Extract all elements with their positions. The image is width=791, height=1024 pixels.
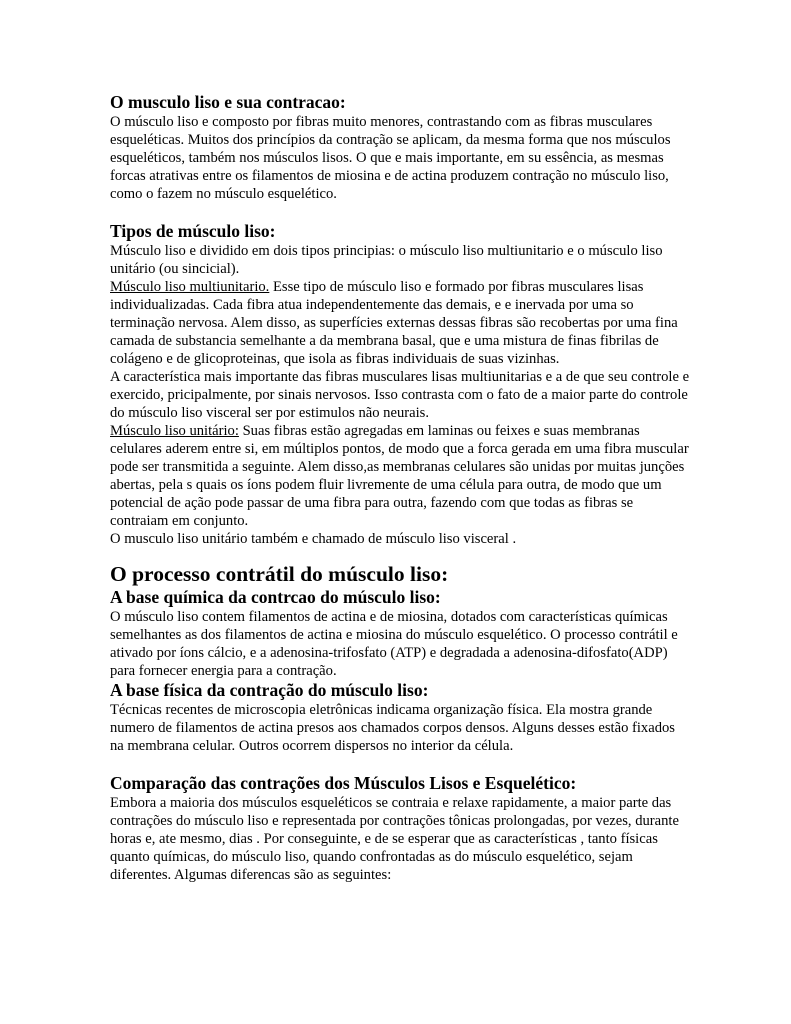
- subsection-title-chemical-basis: A base química da contrcao do músculo liso:: [110, 587, 441, 607]
- section-title-smooth-muscle-contraction: O musculo liso e sua contracao:: [110, 92, 346, 112]
- paragraph-physical-basis: Técnicas recentes de microscopia eletrônicas indicama organização física. Ela mostra grande numero de filamentos de actina presos aos chamados corpos densos. Alguns desses estão fixados na membrana celular. Outros ocorrem dispersos no interior da célula.: [110, 702, 675, 754]
- paragraph-chemical-basis: O músculo liso contem filamentos de actina e de miosina, dotados com características químicas semelhantes as dos filamentos de actina e miosina do músculo esquelético. O processo contrátil e ativado por íons cálcio, e a adenosina-trifosfato (ATP) e degradada a adenosina-difosfato(ADP) para fornecer energia para a contração.: [110, 609, 678, 679]
- multiunit-text: Esse tipo de músculo liso e formado por fibras musculares lisas individualizadas. Cada fibra atua independentemente das demais, e e inervada por uma so terminação nervosa. Alem disso, as superfícies externas dessas fibras são recobertas por uma fina camada de substancia semelhante a da membrana basal, que e uma mistura de finas fibrilas de colágeno e de glicoproteinas, que isola as fibras individuais de suas vizinhas.: [110, 279, 678, 367]
- subsection-title-physical-basis: A base física da contração do músculo liso:: [110, 680, 429, 700]
- unitary-text: Suas fibras estão agregadas em laminas ou feixes e suas membranas celulares aderem entre si, em múltiplos pontos, de modo que a forca gerada em uma fibra muscular pode ser transmitida a seguinte. Alem disso,as membranas celulares são unidas por muitas junções abertas, pela s quais os íons podem fluir livremente de uma célula para outra, de modo que um potencial de ação pode passar de uma fibra para outra, fazendo com que todas as fibras se contraiam em conjunto.: [110, 423, 689, 529]
- paragraph-multiunit: [110, 278, 690, 368]
- section-title-comparison: Comparação das contrações dos Músculos Lisos e Esquelético:: [110, 773, 577, 793]
- paragraph-unitary: [110, 422, 690, 530]
- multiunit-label: Músculo liso multiunitario.: [110, 279, 270, 295]
- paragraph-types-intro: Músculo liso e dividido em dois tipos principias: o músculo liso multiunitario e o músculo liso unitário (ou sincicial).: [110, 243, 663, 277]
- section-title-types: Tipos de músculo liso:: [110, 221, 276, 241]
- section-title-contractile-process: O processo contrátil do músculo liso:: [110, 562, 449, 586]
- document-page: [110, 92, 690, 884]
- paragraph-smooth-muscle-intro: O músculo liso e composto por fibras muito menores, contrastando com as fibras musculares esqueléticas. Muitos dos princípios da contração se aplicam, da mesma forma que nos músculos esqueléticos, também nos músculos lisos. O que e mais importante, em su essência, as mesmas forcas atrativas entre os filamentos de miosina e de actina produzem contração no músculo liso, como o fazem no músculo esquelético.: [110, 114, 671, 202]
- paragraph-multiunit-characteristic: A característica mais importante das fibras musculares lisas multiunitarias e a de que seu controle e exercido, pricipalmente, por sinais nervosos. Isso contrasta com o fato de a maior parte do controle do músculo liso visceral ser por estimulos não neurais.: [110, 369, 690, 421]
- unitary-label: Músculo liso unitário:: [110, 423, 239, 439]
- paragraph-visceral: O musculo liso unitário também e chamado de músculo liso visceral .: [110, 531, 517, 547]
- paragraph-comparison: Embora a maioria dos músculos esqueléticos se contraia e relaxe rapidamente, a maior parte das contrações do músculo liso e representada por contrações tônicas prolongadas, por vezes, durante horas e, ate mesmo, dias . Por conseguinte, e de se esperar que as características , tanto físicas quanto químicas, do músculo liso, quando confrontadas as do músculo esquelético, sejam diferentes. Algumas diferencas são as seguintes:: [110, 795, 679, 883]
